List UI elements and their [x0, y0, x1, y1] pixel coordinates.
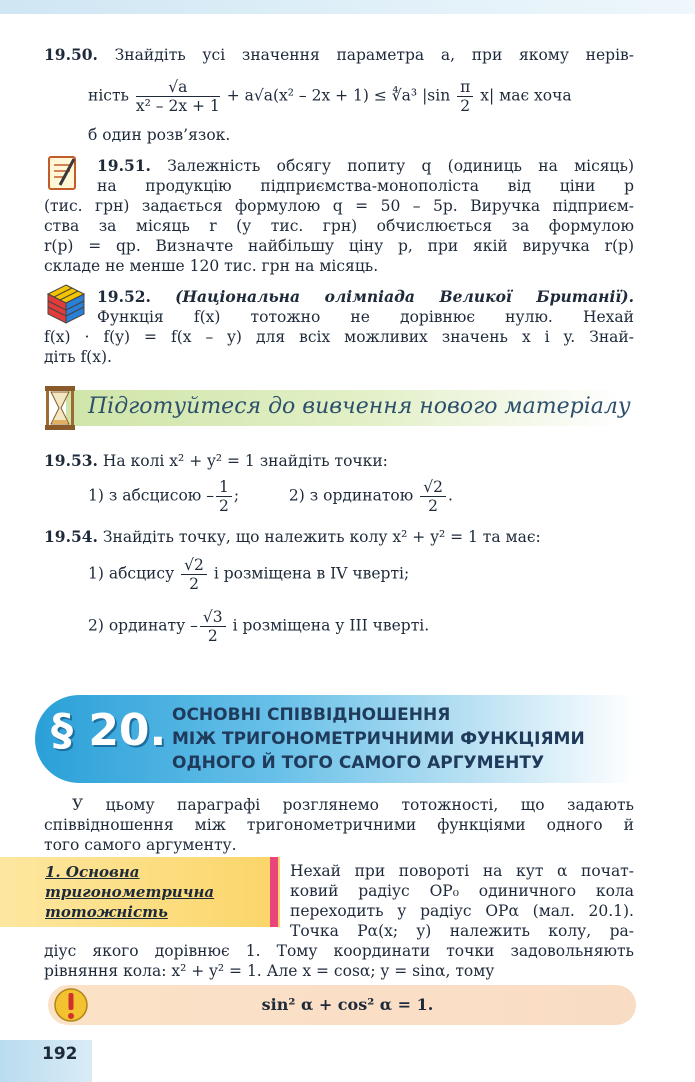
subsection-box-edge: [270, 857, 278, 927]
rubik-cube-icon: [44, 282, 88, 330]
problem-19-51-line6: складе не менше 120 тис. грн на місяць.: [44, 257, 379, 275]
prep-banner: [42, 384, 631, 432]
fraction: $\frac{√2}{2}$: [420, 478, 446, 515]
hourglass-icon: [42, 384, 78, 436]
identity-formula: sin² α + cos² α = 1.: [261, 995, 434, 1014]
problem-text: Знайдіть точку, що належить колу x² + y² = 1 та має:: [102, 528, 541, 546]
problem-number: 19.52.: [97, 287, 151, 306]
fraction: $\frac{√2}{2}$: [181, 556, 207, 593]
problem-text: б один розв’язок.: [88, 126, 231, 144]
top-decor-bar: [0, 0, 695, 14]
problem-19-51-line5: r(p) = qp. Визначте найбільшу ціну p, при якій виручка r(p): [44, 237, 634, 255]
section-number: § 20.: [51, 705, 167, 756]
problem-19-52-line1: [97, 287, 634, 307]
page-number: 192: [42, 1044, 78, 1064]
problem-19-52-line3: f(x) · f(y) = f(x – y) для всіх можливих значень x і y. Знай-: [44, 328, 634, 346]
section-title: ОСНОВНІ СПІВВІДНОШЕННЯ МІЖ ТРИГОНОМЕТРИЧНИМИ ФУНКЦІЯМИ ОДНОГО Й ТОГО САМОГО АРГУМЕНТУ: [172, 705, 585, 773]
problem-19-50-line3: [88, 125, 230, 145]
fraction: $\frac{√a}{\text{x² – 2x + 1}}$: [135, 78, 220, 115]
subsection-title: 1. Основна тригонометрична тотожність: [45, 863, 215, 921]
problem-text: + a√a(x² – 2x + 1) ≤ ∜a³ |sin: [226, 86, 451, 105]
problem-number: 19.53.: [44, 451, 98, 470]
intro-line2: співвідношення між тригонометричними функціями одного й: [44, 816, 634, 834]
body-line5: діус якого дорівнює 1. Тому координати точки задовольняють: [44, 942, 634, 960]
problem-19-53-line1: [44, 451, 388, 471]
problem-19-50-line2: [88, 78, 572, 115]
problem-text: Залежність обсягу попиту q (одиниць на місяць): [167, 157, 634, 175]
problem-19-54-item2: 2) ординату – $\frac{√3}{2}$ і розміщена у III чверті.: [88, 608, 430, 645]
problem-text: ність: [88, 86, 129, 105]
problem-19-51-line4: ства за місяць r (у тис. грн) обчислюється за формулою: [44, 217, 634, 235]
problem-19-53-items: 1) з абсцисою – $\frac{1}{2}$ ; 2) з ординатою $\frac{√2}{2}$ .: [88, 478, 453, 515]
problem-19-52-line2: Функція f(x) тотожно не дорівнює нулю. Нехай: [97, 308, 634, 326]
problem-text: Знайдіть усі значення параметра a, при якому нерів-: [114, 46, 634, 64]
body-line4: Точка Pα(x; y) належить колу, ра-: [290, 922, 634, 940]
fraction: $\frac{\pi}{2}$: [457, 78, 473, 115]
fraction: $\frac{√3}{2}$: [200, 608, 226, 645]
body-line3: переходить у радіус OPα (мал. 20.1).: [290, 902, 634, 920]
problem-19-50-line1: [44, 45, 634, 65]
notebook-pencil-icon: [44, 153, 84, 197]
fraction: $\frac{1}{2}$: [216, 478, 232, 515]
problem-19-51-line1: [97, 156, 634, 176]
problem-text: x| має хоча: [480, 86, 572, 105]
problem-text: (Національна олімпіада Великої Британії).: [175, 287, 634, 306]
body-line2: ковий радіус OP₀ одиничного кола: [290, 882, 634, 900]
problem-number: 19.54.: [44, 527, 98, 546]
problem-19-51-line3: (тис. грн) задається формулою q = 50 – 5p. Виручка підприєм-: [44, 197, 634, 215]
problem-text: На колі x² + y² = 1 знайдіть точки:: [102, 452, 388, 470]
problem-19-54-line1: [44, 527, 541, 547]
section-banner: [35, 695, 635, 783]
problem-number: 19.51.: [97, 156, 151, 175]
problem-19-52-line4: діть f(x).: [44, 348, 112, 366]
problem-number: 19.50.: [44, 45, 98, 64]
body-line1: Нехай при повороті на кут α почат-: [290, 862, 634, 880]
problem-19-51-line2: на продукцію підприємства-монополіста від ціни p: [97, 177, 634, 195]
intro-line1: У цьому параграфі розглянемо тотожності, що задають: [72, 796, 634, 814]
intro-line3: того самого аргументу.: [44, 836, 237, 854]
prep-title: Підготуйтеся до вивчення нового матеріалу: [88, 394, 631, 419]
body-line6: рівняння кола: x² + y² = 1. Але x = cosα; y = sinα, тому: [44, 962, 495, 980]
problem-19-54-item1: 1) абсцису $\frac{√2}{2}$ і розміщена в IV чверті;: [88, 556, 410, 593]
